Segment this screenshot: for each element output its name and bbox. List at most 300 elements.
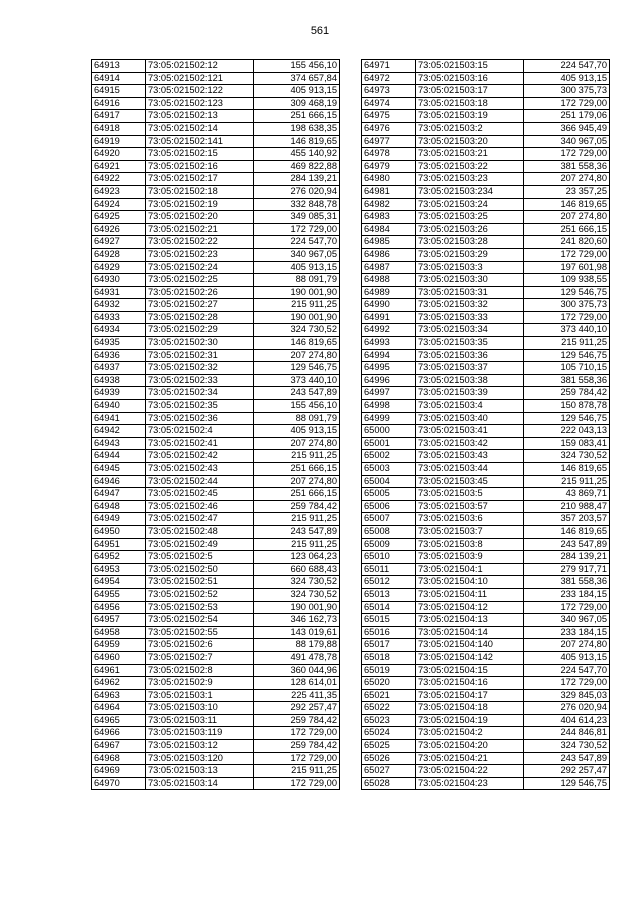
row-number-cell: 65015 (362, 614, 416, 627)
cadastral-number-cell: 73:05:021502:19 (146, 198, 254, 211)
row-number-cell: 64936 (92, 349, 146, 362)
value-cell: 300 375,73 (524, 299, 610, 312)
table-row (92, 664, 340, 677)
table-row (362, 614, 610, 627)
value-cell: 300 375,73 (524, 85, 610, 98)
cadastral-number-cell: 73:05:021502:16 (146, 160, 254, 173)
row-number-cell: 64924 (92, 198, 146, 211)
table-row (92, 97, 340, 110)
cadastral-number-cell: 73:05:021503:10 (146, 702, 254, 715)
cadastral-number-cell: 73:05:021504:142 (416, 651, 524, 664)
row-number-cell: 64914 (92, 72, 146, 85)
row-number-cell: 64995 (362, 362, 416, 375)
table-row (362, 525, 610, 538)
value-cell: 284 139,21 (254, 173, 340, 186)
value-cell: 155 456,10 (254, 60, 340, 73)
table-row (362, 500, 610, 513)
row-number-cell: 64941 (92, 412, 146, 425)
cadastral-number-cell: 73:05:021504:140 (416, 639, 524, 652)
right-table-body (362, 60, 610, 790)
table-row (92, 185, 340, 198)
row-number-cell: 65013 (362, 588, 416, 601)
row-number-cell: 64919 (92, 135, 146, 148)
table-row (362, 437, 610, 450)
value-cell: 243 547,89 (524, 538, 610, 551)
cadastral-number-cell: 73:05:021502:7 (146, 651, 254, 664)
cadastral-number-cell: 73:05:021503:32 (416, 299, 524, 312)
cadastral-number-cell: 73:05:021503:38 (416, 374, 524, 387)
row-number-cell: 64921 (92, 160, 146, 173)
cadastral-number-cell: 73:05:021502:13 (146, 110, 254, 123)
cadastral-number-cell: 73:05:021502:15 (146, 148, 254, 161)
table-row (92, 173, 340, 186)
row-number-cell: 64985 (362, 236, 416, 249)
cadastral-number-cell: 73:05:021502:46 (146, 500, 254, 513)
value-cell: 129 546,75 (524, 286, 610, 299)
cadastral-number-cell: 73:05:021502:43 (146, 463, 254, 476)
row-number-cell: 64957 (92, 614, 146, 627)
row-number-cell: 65007 (362, 513, 416, 526)
cadastral-number-cell: 73:05:021502:5 (146, 551, 254, 564)
row-number-cell: 64913 (92, 60, 146, 73)
table-row (92, 122, 340, 135)
value-cell: 251 666,15 (254, 488, 340, 501)
row-number-cell: 64927 (92, 236, 146, 249)
cadastral-number-cell: 73:05:021503:120 (146, 752, 254, 765)
value-cell: 491 478,78 (254, 651, 340, 664)
row-number-cell: 64993 (362, 337, 416, 350)
cadastral-number-cell: 73:05:021503:23 (416, 173, 524, 186)
cadastral-number-cell: 73:05:021503:5 (416, 488, 524, 501)
row-number-cell: 64988 (362, 274, 416, 287)
table-row (92, 236, 340, 249)
value-cell: 172 729,00 (254, 727, 340, 740)
row-number-cell: 64980 (362, 173, 416, 186)
cadastral-number-cell: 73:05:021503:41 (416, 425, 524, 438)
table-row (362, 324, 610, 337)
value-cell: 259 784,42 (254, 740, 340, 753)
table-row (92, 740, 340, 753)
cadastral-number-cell: 73:05:021504:14 (416, 626, 524, 639)
cadastral-number-cell: 73:05:021503:15 (416, 60, 524, 73)
value-cell: 244 846,81 (524, 727, 610, 740)
value-cell: 373 440,10 (254, 374, 340, 387)
cadastral-number-cell: 73:05:021504:13 (416, 614, 524, 627)
table-row (362, 198, 610, 211)
row-number-cell: 64978 (362, 148, 416, 161)
row-number-cell: 64961 (92, 664, 146, 677)
row-number-cell: 65003 (362, 463, 416, 476)
cadastral-number-cell: 73:05:021503:20 (416, 135, 524, 148)
table-row (362, 639, 610, 652)
value-cell: 215 911,25 (254, 450, 340, 463)
row-number-cell: 64935 (92, 337, 146, 350)
table-row (362, 563, 610, 576)
value-cell: 143 019,61 (254, 626, 340, 639)
cadastral-number-cell: 73:05:021503:4 (416, 400, 524, 413)
value-cell: 259 784,42 (524, 387, 610, 400)
table-row (92, 425, 340, 438)
row-number-cell: 64925 (92, 211, 146, 224)
cadastral-number-cell: 73:05:021502:18 (146, 185, 254, 198)
table-row (92, 614, 340, 627)
row-number-cell: 65024 (362, 727, 416, 740)
row-number-cell: 64928 (92, 248, 146, 261)
cadastral-number-cell: 73:05:021502:45 (146, 488, 254, 501)
value-cell: 215 911,25 (524, 337, 610, 350)
table-row (92, 311, 340, 324)
value-cell: 276 020,94 (524, 702, 610, 715)
table-row (362, 588, 610, 601)
value-cell: 340 967,05 (524, 135, 610, 148)
cadastral-number-cell: 73:05:021503:119 (146, 727, 254, 740)
cadastral-number-cell: 73:05:021503:35 (416, 337, 524, 350)
table-row (92, 500, 340, 513)
row-number-cell: 64938 (92, 374, 146, 387)
table-row (92, 588, 340, 601)
row-number-cell: 64951 (92, 538, 146, 551)
value-cell: 215 911,25 (254, 765, 340, 778)
table-row (362, 664, 610, 677)
value-cell: 207 274,80 (524, 639, 610, 652)
row-number-cell: 64968 (92, 752, 146, 765)
row-number-cell: 65010 (362, 551, 416, 564)
value-cell: 324 730,52 (254, 588, 340, 601)
table-row (362, 97, 610, 110)
cadastral-number-cell: 73:05:021502:34 (146, 387, 254, 400)
row-number-cell: 64994 (362, 349, 416, 362)
table-row (92, 513, 340, 526)
table-row (362, 714, 610, 727)
row-number-cell: 64979 (362, 160, 416, 173)
value-cell: 251 666,15 (254, 110, 340, 123)
cadastral-number-cell: 73:05:021502:32 (146, 362, 254, 375)
table-row (92, 160, 340, 173)
row-number-cell: 64948 (92, 500, 146, 513)
row-number-cell: 65005 (362, 488, 416, 501)
table-row (362, 425, 610, 438)
row-number-cell: 64963 (92, 689, 146, 702)
cadastral-number-cell: 73:05:021503:22 (416, 160, 524, 173)
cadastral-number-cell: 73:05:021502:44 (146, 475, 254, 488)
row-number-cell: 64984 (362, 223, 416, 236)
table-row (362, 689, 610, 702)
cadastral-number-cell: 73:05:021502:42 (146, 450, 254, 463)
table-row (362, 85, 610, 98)
table-row (362, 538, 610, 551)
table-row (362, 362, 610, 375)
table-row (92, 274, 340, 287)
row-number-cell: 64929 (92, 261, 146, 274)
row-number-cell: 64964 (92, 702, 146, 715)
row-number-cell: 65020 (362, 677, 416, 690)
table-row (362, 740, 610, 753)
cadastral-number-cell: 73:05:021503:18 (416, 97, 524, 110)
row-number-cell: 64915 (92, 85, 146, 98)
cadastral-number-cell: 73:05:021502:41 (146, 437, 254, 450)
table-row (362, 135, 610, 148)
value-cell: 146 819,65 (524, 198, 610, 211)
table-row (362, 765, 610, 778)
value-cell: 233 184,15 (524, 588, 610, 601)
table-row (92, 248, 340, 261)
table-row (92, 60, 340, 73)
table-row (92, 727, 340, 740)
table-row (92, 72, 340, 85)
value-cell: 207 274,80 (524, 173, 610, 186)
table-row (92, 362, 340, 375)
row-number-cell: 64943 (92, 437, 146, 450)
table-row (362, 513, 610, 526)
row-number-cell: 64992 (362, 324, 416, 337)
row-number-cell: 64934 (92, 324, 146, 337)
value-cell: 155 456,10 (254, 400, 340, 413)
value-cell: 259 784,42 (254, 500, 340, 513)
row-number-cell: 65008 (362, 525, 416, 538)
row-number-cell: 64926 (92, 223, 146, 236)
value-cell: 292 257,47 (254, 702, 340, 715)
value-cell: 215 911,25 (254, 538, 340, 551)
table-row (362, 211, 610, 224)
table-row (92, 286, 340, 299)
table-row (92, 714, 340, 727)
row-number-cell: 64930 (92, 274, 146, 287)
cadastral-number-cell: 73:05:021502:35 (146, 400, 254, 413)
row-number-cell: 65014 (362, 601, 416, 614)
value-cell: 172 729,00 (524, 97, 610, 110)
cadastral-number-cell: 73:05:021503:45 (416, 475, 524, 488)
cadastral-number-cell: 73:05:021504:2 (416, 727, 524, 740)
cadastral-number-cell: 73:05:021502:30 (146, 337, 254, 350)
cadastral-number-cell: 73:05:021503:234 (416, 185, 524, 198)
row-number-cell: 65011 (362, 563, 416, 576)
value-cell: 172 729,00 (254, 752, 340, 765)
value-cell: 159 083,41 (524, 437, 610, 450)
row-number-cell: 65019 (362, 664, 416, 677)
table-row (362, 551, 610, 564)
cadastral-number-cell: 73:05:021503:13 (146, 765, 254, 778)
value-cell: 88 091,79 (254, 274, 340, 287)
row-number-cell: 64981 (362, 185, 416, 198)
row-number-cell: 65012 (362, 576, 416, 589)
value-cell: 207 274,80 (524, 211, 610, 224)
value-cell: 190 001,90 (254, 286, 340, 299)
value-cell: 276 020,94 (254, 185, 340, 198)
cadastral-number-cell: 73:05:021503:25 (416, 211, 524, 224)
value-cell: 381 558,36 (524, 576, 610, 589)
value-cell: 224 547,70 (254, 236, 340, 249)
value-cell: 215 911,25 (254, 513, 340, 526)
cadastral-number-cell: 73:05:021503:8 (416, 538, 524, 551)
table-row (92, 475, 340, 488)
cadastral-number-cell: 73:05:021504:12 (416, 601, 524, 614)
table-row (92, 324, 340, 337)
value-cell: 324 730,52 (524, 450, 610, 463)
value-cell: 172 729,00 (254, 777, 340, 790)
row-number-cell: 64932 (92, 299, 146, 312)
cadastral-number-cell: 73:05:021503:26 (416, 223, 524, 236)
cadastral-number-cell: 73:05:021503:44 (416, 463, 524, 476)
row-number-cell: 64960 (92, 651, 146, 664)
table-row (362, 72, 610, 85)
cadastral-number-cell: 73:05:021503:1 (146, 689, 254, 702)
cadastral-number-cell: 73:05:021502:26 (146, 286, 254, 299)
value-cell: 109 938,55 (524, 274, 610, 287)
cadastral-number-cell: 73:05:021503:28 (416, 236, 524, 249)
table-row (92, 349, 340, 362)
row-number-cell: 64944 (92, 450, 146, 463)
value-cell: 279 917,71 (524, 563, 610, 576)
value-cell: 233 184,15 (524, 626, 610, 639)
value-cell: 210 988,47 (524, 500, 610, 513)
value-cell: 225 411,35 (254, 689, 340, 702)
row-number-cell: 64971 (362, 60, 416, 73)
cadastral-number-cell: 73:05:021504:10 (416, 576, 524, 589)
value-cell: 660 688,43 (254, 563, 340, 576)
cadastral-number-cell: 73:05:021502:123 (146, 97, 254, 110)
left-data-table (91, 59, 340, 790)
value-cell: 190 001,90 (254, 311, 340, 324)
row-number-cell: 64991 (362, 311, 416, 324)
value-cell: 332 848,78 (254, 198, 340, 211)
cadastral-number-cell: 73:05:021502:12 (146, 60, 254, 73)
table-row (92, 525, 340, 538)
table-row (362, 626, 610, 639)
cadastral-number-cell: 73:05:021502:29 (146, 324, 254, 337)
table-row (92, 488, 340, 501)
value-cell: 469 822,88 (254, 160, 340, 173)
table-row (92, 651, 340, 664)
table-row (92, 538, 340, 551)
row-number-cell: 64996 (362, 374, 416, 387)
cadastral-number-cell: 73:05:021502:47 (146, 513, 254, 526)
row-number-cell: 64917 (92, 110, 146, 123)
value-cell: 284 139,21 (524, 551, 610, 564)
cadastral-number-cell: 73:05:021504:19 (416, 714, 524, 727)
row-number-cell: 64990 (362, 299, 416, 312)
cadastral-number-cell: 73:05:021502:14 (146, 122, 254, 135)
table-row (362, 475, 610, 488)
value-cell: 129 546,75 (524, 412, 610, 425)
row-number-cell: 65000 (362, 425, 416, 438)
value-cell: 146 819,65 (524, 525, 610, 538)
table-row (92, 337, 340, 350)
cadastral-number-cell: 73:05:021504:11 (416, 588, 524, 601)
table-row (92, 563, 340, 576)
cadastral-number-cell: 73:05:021502:55 (146, 626, 254, 639)
value-cell: 150 878,78 (524, 400, 610, 413)
row-number-cell: 64998 (362, 400, 416, 413)
row-number-cell: 65017 (362, 639, 416, 652)
row-number-cell: 64954 (92, 576, 146, 589)
value-cell: 324 730,52 (254, 576, 340, 589)
row-number-cell: 64955 (92, 588, 146, 601)
value-cell: 172 729,00 (524, 311, 610, 324)
row-number-cell: 64997 (362, 387, 416, 400)
row-number-cell: 64967 (92, 740, 146, 753)
value-cell: 357 203,57 (524, 513, 610, 526)
table-row (92, 223, 340, 236)
value-cell: 172 729,00 (524, 601, 610, 614)
value-cell: 224 547,70 (524, 664, 610, 677)
table-row (362, 349, 610, 362)
row-number-cell: 64982 (362, 198, 416, 211)
value-cell: 374 657,84 (254, 72, 340, 85)
cadastral-number-cell: 73:05:021503:33 (416, 311, 524, 324)
cadastral-number-cell: 73:05:021502:28 (146, 311, 254, 324)
row-number-cell: 64999 (362, 412, 416, 425)
cadastral-number-cell: 73:05:021502:25 (146, 274, 254, 287)
value-cell: 88 179,88 (254, 639, 340, 652)
table-row (92, 211, 340, 224)
table-row (362, 122, 610, 135)
cadastral-number-cell: 73:05:021502:36 (146, 412, 254, 425)
table-row (362, 299, 610, 312)
table-row (92, 135, 340, 148)
value-cell: 172 729,00 (254, 223, 340, 236)
table-row (362, 651, 610, 664)
cadastral-number-cell: 73:05:021503:3 (416, 261, 524, 274)
row-number-cell: 65028 (362, 777, 416, 790)
row-number-cell: 64973 (362, 85, 416, 98)
row-number-cell: 64987 (362, 261, 416, 274)
table-row (92, 437, 340, 450)
row-number-cell: 64950 (92, 525, 146, 538)
cadastral-number-cell: 73:05:021502:52 (146, 588, 254, 601)
value-cell: 324 730,52 (524, 740, 610, 753)
table-row (362, 274, 610, 287)
cadastral-number-cell: 73:05:021503:39 (416, 387, 524, 400)
row-number-cell: 64986 (362, 248, 416, 261)
table-row (362, 261, 610, 274)
value-cell: 405 913,15 (524, 72, 610, 85)
row-number-cell: 64940 (92, 400, 146, 413)
table-row (92, 148, 340, 161)
value-cell: 207 274,80 (254, 437, 340, 450)
page-number: 561 (310, 25, 330, 37)
table-row (362, 173, 610, 186)
cadastral-number-cell: 73:05:021503:37 (416, 362, 524, 375)
value-cell: 241 820,60 (524, 236, 610, 249)
row-number-cell: 64952 (92, 551, 146, 564)
cadastral-number-cell: 73:05:021503:36 (416, 349, 524, 362)
cadastral-number-cell: 73:05:021503:2 (416, 122, 524, 135)
value-cell: 128 614,01 (254, 677, 340, 690)
value-cell: 381 558,36 (524, 374, 610, 387)
value-cell: 251 666,15 (254, 463, 340, 476)
row-number-cell: 64942 (92, 425, 146, 438)
row-number-cell: 65002 (362, 450, 416, 463)
row-number-cell: 64959 (92, 639, 146, 652)
cadastral-number-cell: 73:05:021502:4 (146, 425, 254, 438)
value-cell: 404 614,23 (524, 714, 610, 727)
row-number-cell: 65018 (362, 651, 416, 664)
value-cell: 373 440,10 (524, 324, 610, 337)
value-cell: 366 945,49 (524, 122, 610, 135)
table-row (362, 727, 610, 740)
table-row (362, 752, 610, 765)
row-number-cell: 64975 (362, 110, 416, 123)
table-row (362, 248, 610, 261)
cadastral-number-cell: 73:05:021504:16 (416, 677, 524, 690)
cadastral-number-cell: 73:05:021502:8 (146, 664, 254, 677)
cadastral-number-cell: 73:05:021503:43 (416, 450, 524, 463)
table-row (362, 702, 610, 715)
cadastral-number-cell: 73:05:021503:6 (416, 513, 524, 526)
value-cell: 215 911,25 (524, 475, 610, 488)
table-row (92, 387, 340, 400)
cadastral-number-cell: 73:05:021502:51 (146, 576, 254, 589)
